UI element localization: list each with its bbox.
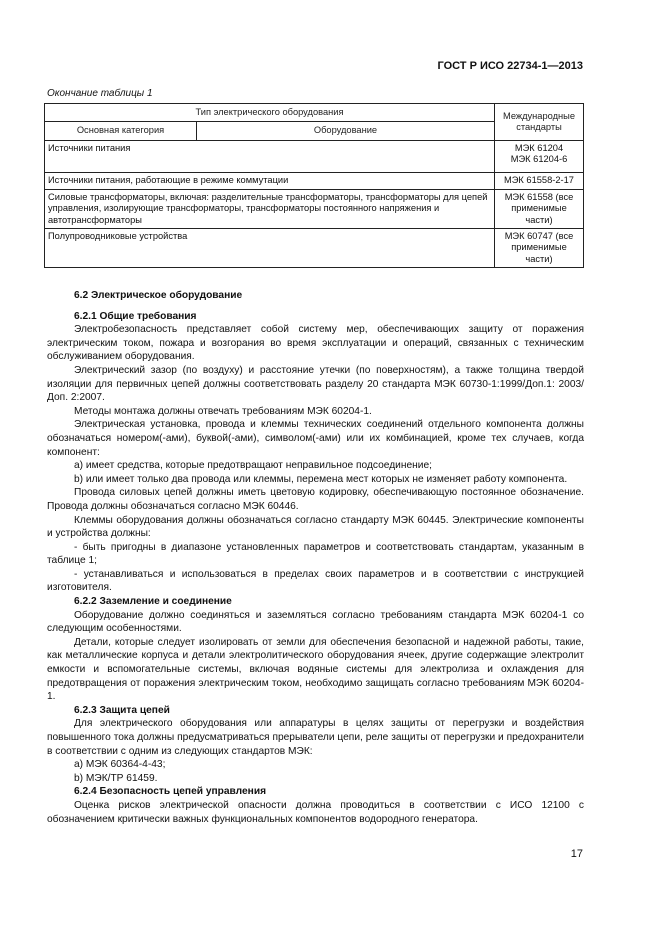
- list-item: b) или имеет только два провода или клеммы, перемена мест которых не изменяет работу компонента.: [74, 473, 568, 485]
- list-item: b) МЭК/ТР 61459.: [74, 772, 158, 784]
- list-item: а) имеет средства, которые предотвращают неправильное подсоединение;: [74, 460, 432, 472]
- table-caption: Окончание таблицы 1: [47, 88, 153, 99]
- paragraph: Электрический зазор (по воздуху) и расстояние утечки (по поверхностям), а также толщина твердой изоляции для первичных цепей должны соответствовать разделу 20 стандарта МЭК 60730-1:1999/Доп.1: 2003/Доп. 2:2007.: [47, 364, 584, 404]
- paragraph: Оборудование должно соединяться и заземляться согласно требованиям стандарта МЭК 60204-1 со следующим особенностями.: [47, 609, 584, 635]
- row-standard: МЭК 61558 (все применимые части): [495, 189, 584, 228]
- row-description: Источники питания: [45, 140, 495, 172]
- subsection-heading: 6.2.4 Безопасность цепей управления: [74, 786, 267, 798]
- row-standard: МЭК 60747 (все применимые части): [495, 229, 584, 268]
- document-id: ГОСТ Р ИСО 22734-1—2013: [437, 60, 583, 72]
- header-equipment: Оборудование: [197, 122, 495, 140]
- paragraph: Детали, которые следует изолировать от земли для обеспечения безопасной и надежной работы, такие, как металлические корпуса и детали электролитического оборудования ячеек, другие содержащие электролит емкости и вспомогательные системы, включая водяные системы для электролиза и охлаждения для предотвращения от поражения электрическим током, необходимо защищать согласно требованиям МЭК 60204-1.: [47, 636, 584, 703]
- list-item: - быть пригодны в диапазоне установленных параметров и соответствовать стандартам, указанным в таблице 1;: [47, 541, 584, 567]
- row-description: Силовые трансформаторы, включая: разделительные трансформаторы, трансформаторы для цепей управления, изолирующие трансформаторы, трансформаторы постоянного напряжения и автотрансформаторы: [45, 189, 495, 228]
- paragraph: Клеммы оборудования должны обозначаться согласно стандарту МЭК 60445. Электрические компоненты и устройства должны:: [47, 514, 584, 540]
- subsection-heading: 6.2.1 Общие требования: [74, 310, 197, 322]
- subsection-heading: 6.2.3 Защита цепей: [74, 704, 170, 716]
- paragraph: Электробезопасность представляет собой систему мер, обеспечивающих защиту от поражения электрическим током, пожара и возгорания во время эксплуатации и операций, связанных с техническим обслуживанием оборудования.: [47, 324, 584, 363]
- table-row: [45, 189, 584, 228]
- subsection-heading: 6.2.2 Заземление и соединение: [74, 596, 232, 608]
- table-row: [45, 140, 584, 172]
- row-standard: МЭК 61558-2-17: [495, 172, 584, 189]
- table-row: [45, 229, 584, 268]
- paragraph: Методы монтажа должны отвечать требованиям МЭК 60204-1.: [74, 405, 372, 417]
- row-standard: МЭК 61204 МЭК 61204-6: [495, 140, 584, 172]
- table-header-row: [45, 104, 584, 122]
- section-heading: 6.2 Электрическое оборудование: [74, 290, 243, 301]
- paragraph: Провода силовых цепей должны иметь цветовую кодировку, обеспечивающую постоянное обозначение. Провода должны обозначаться согласно МЭК 60446.: [47, 487, 584, 512]
- header-main-category: Основная категория: [45, 122, 197, 140]
- row-description: Источники питания, работающие в режиме коммутации: [45, 172, 495, 189]
- paragraph: Электрическая установка, провода и клеммы технических соединений отдельного компонента должны обозначаться номером(-ами), буквой(-ами), символом(-ами) или их комбинацией, кроме тех случаев, когда компонент:: [47, 419, 584, 458]
- header-equipment-type: Тип электрического оборудования: [45, 104, 495, 122]
- equipment-table: [44, 103, 584, 268]
- table-row: [45, 172, 584, 189]
- paragraph: Оценка рисков электрической опасности должна проводиться в соответствии с ИСО 12100 с обозначением критически важных функциональных компонентов водородного генератора.: [47, 799, 584, 825]
- paragraph: Для электрического оборудования или аппаратуры в целях защиты от перегрузки и воздействия повышенного тока должны предусматриваться прерыватели цепи, реле защиты от перегрузки и предохранители в соответствии с одним из следующих стандартов МЭК:: [47, 718, 584, 757]
- list-item: a) МЭК 60364-4-43;: [74, 759, 166, 771]
- document-body: [47, 289, 584, 826]
- row-description: Полупроводниковые устройства: [45, 229, 495, 268]
- page-number: 17: [570, 848, 583, 860]
- header-standards: Международные стандарты: [495, 104, 584, 141]
- list-item: - устанавливаться и использоваться в пределах своих параметров и в соответствии с инструкцией изготовителя.: [47, 568, 584, 594]
